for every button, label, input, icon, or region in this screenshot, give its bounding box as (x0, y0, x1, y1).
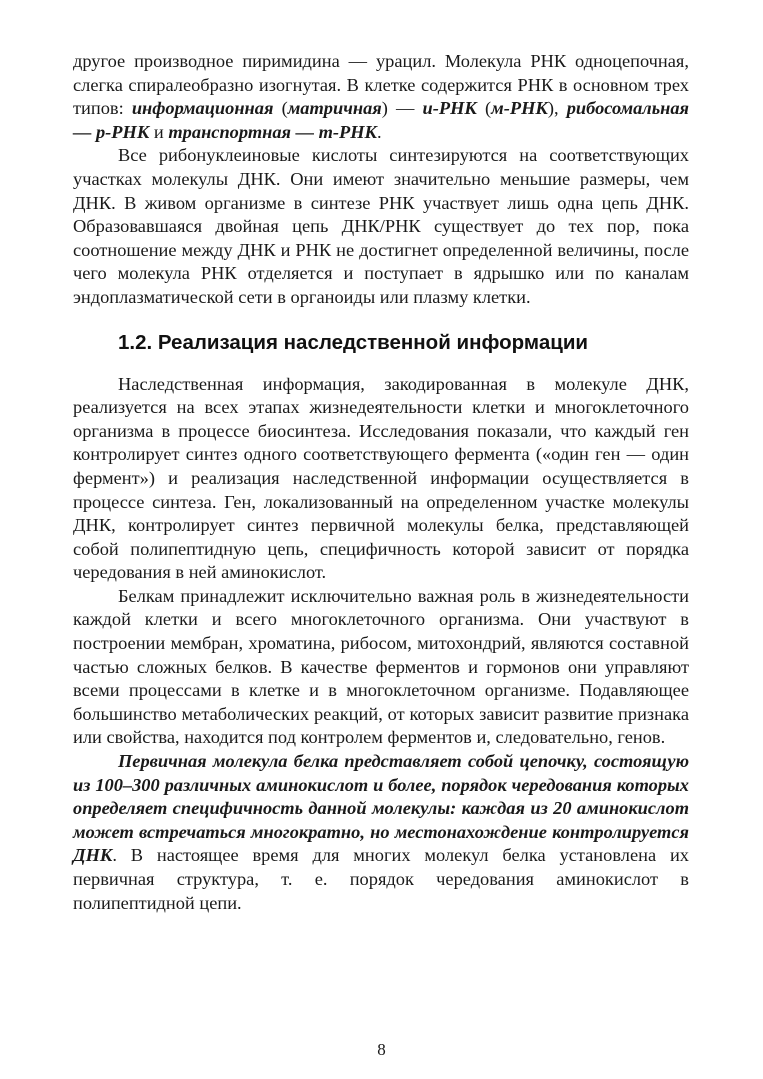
term-m-rna: м-РНК (491, 98, 548, 119)
text-fragment: другое производное пиримидина — урацил. Молекула РНК одноцепочная, слегка спиралеобразно изогнутая. В клетке содержится РНК в основном трех типов: (73, 51, 689, 119)
text-fragment: ( (476, 98, 492, 119)
text-fragment: ) — (381, 98, 423, 119)
term-matrix: матричная (287, 98, 382, 119)
document-page (73, 50, 689, 915)
paragraph-rna-types (73, 50, 689, 144)
paragraph-hereditary-info: Наследственная информация, закодированная в молекуле ДНК, реализуется на всех этапах жизнедеятельности клетки и многоклеточного организма в процессе биосинтеза. Исследования показали, что каждый ген контролирует синтез одного соответствующего фермента («один ген — один фермент») и реализация наследственной информации осуществляется в процессе синтеза. Ген, локализованный на определенном участке молекулы ДНК, контролирует синтез первичной молекулы белка, представляющей собой полипептидную цепь, специфичность которой зависит от порядка чередования в ней аминокислот. (73, 373, 689, 583)
paragraph-rna-synthesis: Все рибонуклеиновые кислоты синтезируются на соответствующих участках молекулы ДНК. Они имеют значительно меньшие размеры, чем ДНК. В живом организме в синтезе РНК участвует лишь одна цепь ДНК. Образовавшаяся двойная цепь ДНК/РНК существует до тех пор, пока соотношение между ДНК и РНК не достигнет определенной величины, после чего молекула РНК отделяется и поступает в ядрышко или по каналам эндоплазматической сети в органоиды или плазму клетки. (73, 145, 689, 307)
paragraph-primary-structure (73, 750, 689, 915)
emphasized-definition: Первичная молекула белка представляет собой цепочку, состоящую из 100–300 различных аминокислот и более, порядок чередования которых определяет специфичность данной молекулы: каждая из 20 аминокислот может встречаться многократно, но местонахождение контролируется ДНК (73, 751, 689, 866)
term-i-rna: и-РНК (422, 98, 477, 119)
section-title: 1.2. Реализация наследственной информации (118, 330, 589, 354)
paragraph-proteins-role: Белкам принадлежит исключительно важная роль в жизнедеятельности каждой клетки и всего многоклеточного организма. Они участвуют в построении мембран, хроматина, рибосом, митохондрий, являются составной частью сложных белков. В качестве ферментов и гормонов они управляют всеми процессами в клетке и в многоклеточном организме. Подавляющее большинство метаболических реакций, от которых зависит развитие признака или свойства, находится под контролем ферментов и, следовательно, генов. (73, 585, 689, 748)
text-fragment: и (149, 121, 169, 142)
text-fragment: ), (547, 98, 567, 119)
text-fragment: . (377, 121, 382, 142)
term-ribosomal: рибосомальная — р-РНК (73, 98, 690, 142)
term-transport: транспортная — т-РНК (168, 121, 378, 142)
text-fragment: ( (273, 98, 288, 119)
term-informational: информационная (131, 98, 274, 119)
text-fragment: . В настоящее время для многих молекул белка установлена их первичная структура, т. е. порядок чередования аминокислот в полипептидной цепи. (73, 845, 689, 913)
page-number: 8 (377, 1040, 386, 1059)
